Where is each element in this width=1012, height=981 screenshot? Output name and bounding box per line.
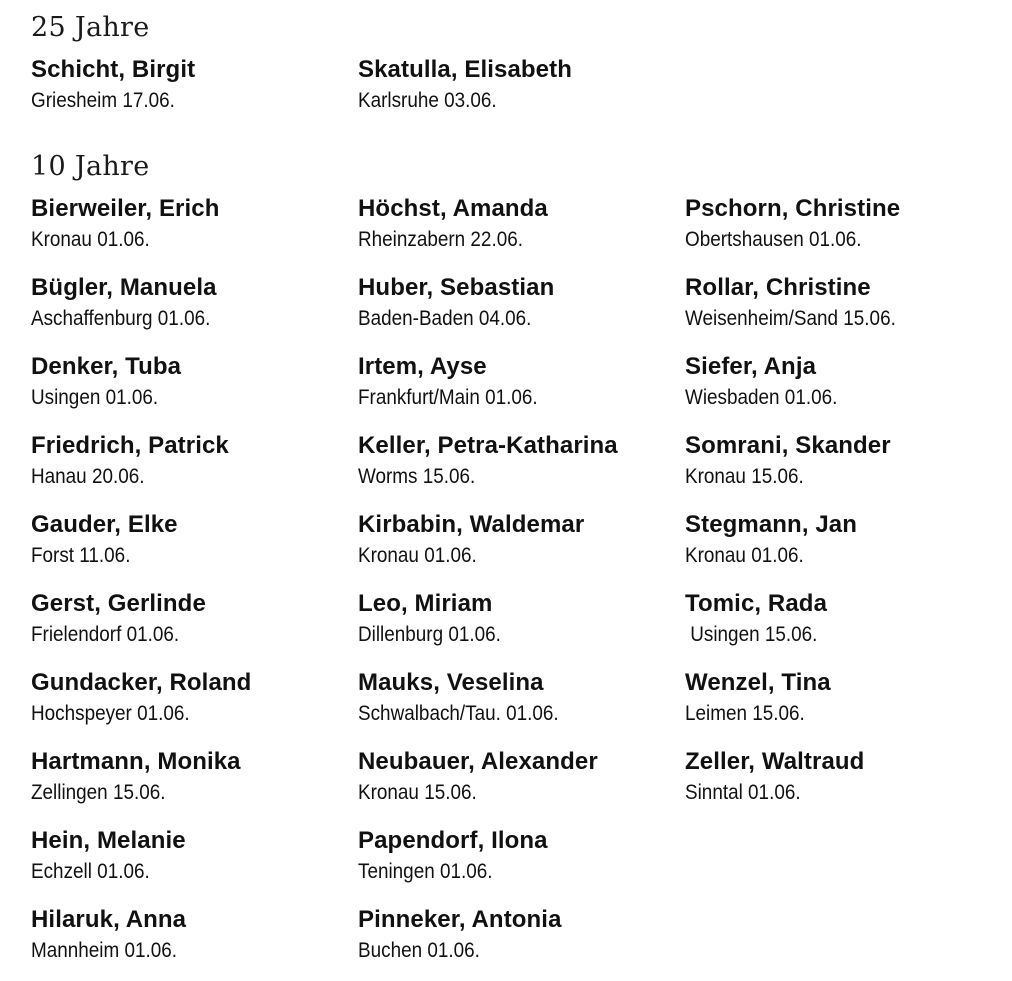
person-place-date: Baden-Baden 04.06. — [358, 307, 532, 330]
person-place-date: Dillenburg 01.06. — [358, 623, 501, 646]
person-name: Gundacker, Roland — [31, 669, 252, 696]
person-place-date: Kronau 15.06. — [358, 781, 477, 804]
list-item — [358, 431, 678, 491]
person-place-date: Forst 11.06. — [31, 544, 131, 567]
list-item — [358, 55, 678, 115]
person-name: Friedrich, Patrick — [31, 432, 229, 459]
list-item — [685, 431, 1005, 491]
person-place-date: Leimen 15.06. — [685, 702, 805, 725]
person-place-date: Wiesbaden 01.06. — [685, 386, 838, 409]
person-name: Kirbabin, Waldemar — [358, 511, 585, 538]
person-name: Leo, Miriam — [358, 590, 493, 617]
person-place-date: Frankfurt/Main 01.06. — [358, 386, 538, 409]
list-item — [358, 194, 678, 254]
person-name: Huber, Sebastian — [358, 274, 555, 301]
person-place-date: Weisenheim/Sand 15.06. — [685, 307, 896, 330]
person-place-date: Rheinzabern 22.06. — [358, 228, 523, 251]
list-item — [685, 273, 1005, 333]
list-item — [685, 589, 1005, 649]
list-item — [685, 352, 1005, 412]
person-place-date: Zellingen 15.06. — [31, 781, 166, 804]
list-item — [31, 431, 351, 491]
list-item — [358, 589, 678, 649]
list-item — [685, 194, 1005, 254]
list-item — [31, 55, 351, 115]
person-place-date: Usingen 01.06. — [31, 386, 159, 409]
list-item — [31, 352, 351, 412]
list-item — [31, 273, 351, 333]
person-name: Wenzel, Tina — [685, 669, 831, 696]
person-place-date: Griesheim 17.06. — [31, 89, 175, 112]
list-item — [358, 352, 678, 412]
person-name: Denker, Tuba — [31, 353, 182, 380]
person-name: Gauder, Elke — [31, 511, 178, 538]
list-item — [358, 510, 678, 570]
list-item — [685, 747, 1005, 807]
person-name: Hein, Melanie — [31, 827, 186, 854]
section-heading-10-jahre: 10 Jahre — [31, 151, 150, 182]
person-place-date: Kronau 01.06. — [31, 228, 150, 251]
list-item — [31, 668, 351, 728]
list-item — [358, 826, 678, 886]
person-name: Mauks, Veselina — [358, 669, 544, 696]
person-place-date: Kronau 01.06. — [685, 544, 804, 567]
person-place-date: Hanau 20.06. — [31, 465, 145, 488]
list-item — [31, 826, 351, 886]
person-name: Pinneker, Antonia — [358, 906, 562, 933]
person-place-date: Frielendorf 01.06. — [31, 623, 180, 646]
person-place-date: Teningen 01.06. — [358, 860, 493, 883]
person-name: Siefer, Anja — [685, 353, 817, 380]
list-item — [31, 747, 351, 807]
person-place-date: Sinntal 01.06. — [685, 781, 801, 804]
person-name: Hartmann, Monika — [31, 748, 241, 775]
list-item — [31, 194, 351, 254]
person-name: Gerst, Gerlinde — [31, 590, 206, 617]
section-heading-25-jahre: 25 Jahre — [31, 12, 150, 43]
person-name: Zeller, Waltraud — [685, 748, 865, 775]
list-item — [31, 905, 351, 965]
person-place-date: Aschaffenburg 01.06. — [31, 307, 211, 330]
person-name: Somrani, Skander — [685, 432, 891, 459]
person-place-date: Obertshausen 01.06. — [685, 228, 862, 251]
person-place-date: Kronau 15.06. — [685, 465, 804, 488]
list-item — [358, 747, 678, 807]
person-name: Tomic, Rada — [685, 590, 828, 617]
person-place-date: Hochspeyer 01.06. — [31, 702, 190, 725]
list-item — [31, 589, 351, 649]
person-name: Skatulla, Elisabeth — [358, 56, 572, 83]
person-place-date: Karlsruhe 03.06. — [358, 89, 497, 112]
list-item — [685, 510, 1005, 570]
list-item — [358, 668, 678, 728]
person-name: Bügler, Manuela — [31, 274, 217, 301]
person-name: Schicht, Birgit — [31, 56, 196, 83]
person-name: Rollar, Christine — [685, 274, 871, 301]
person-place-date: Echzell 01.06. — [31, 860, 150, 883]
list-item — [358, 273, 678, 333]
person-name: Bierweiler, Erich — [31, 195, 220, 222]
list-item — [31, 510, 351, 570]
person-name: Neubauer, Alexander — [358, 748, 598, 775]
person-name: Stegmann, Jan — [685, 511, 858, 538]
list-item — [685, 668, 1005, 728]
person-place-date: Kronau 01.06. — [358, 544, 477, 567]
person-name: Keller, Petra-Katharina — [358, 432, 618, 459]
person-place-date: Buchen 01.06. — [358, 939, 480, 962]
person-name: Hilaruk, Anna — [31, 906, 187, 933]
person-name: Papendorf, Ilona — [358, 827, 548, 854]
person-name: Pschorn, Christine — [685, 195, 901, 222]
person-name: Höchst, Amanda — [358, 195, 548, 222]
person-place-date: Mannheim 01.06. — [31, 939, 178, 962]
person-name: Irtem, Ayse — [358, 353, 487, 380]
person-place-date: Worms 15.06. — [358, 465, 476, 488]
person-place-date: Usingen 15.06. — [685, 623, 818, 646]
list-item — [358, 905, 678, 965]
person-place-date: Schwalbach/Tau. 01.06. — [358, 702, 559, 725]
